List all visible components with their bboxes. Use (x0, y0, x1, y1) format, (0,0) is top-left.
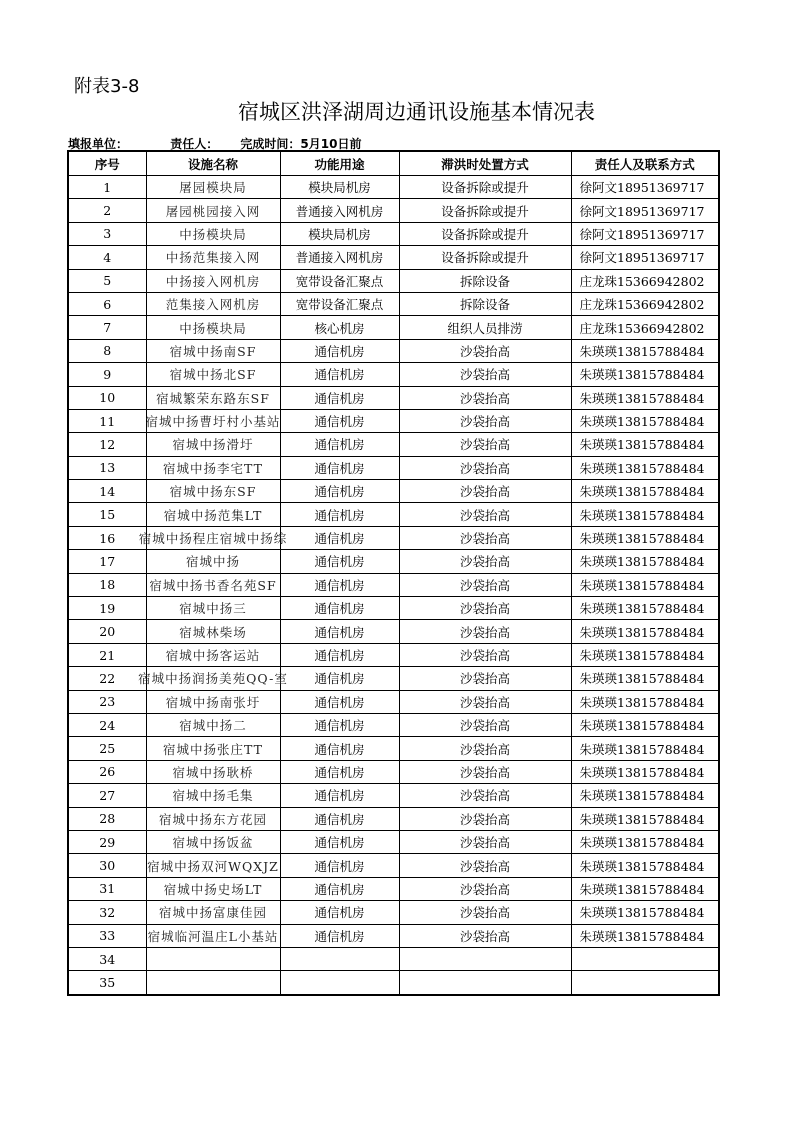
table-header-row (68, 151, 719, 176)
col-function-cell: 通信机房 (280, 363, 399, 386)
col-function-cell (280, 971, 399, 995)
facility-name: 宿城繁荣东路东SF (156, 390, 270, 406)
col-function-cell: 模块局机房 (280, 222, 399, 245)
page-title: 宿城区洪泽湖周边通讯设施基本情况表 (238, 100, 595, 124)
col-contact-cell: 朱瑛瑛13815788484 (571, 339, 719, 362)
table-row (68, 503, 719, 526)
table-row (68, 222, 719, 245)
facility-name: 宿城中扬三 (179, 601, 247, 617)
col-index-cell: 35 (68, 971, 146, 995)
col-index-cell: 31 (68, 877, 146, 900)
col-function-header: 功能用途 (280, 151, 399, 176)
col-flood-action-cell: 沙袋抬高 (399, 456, 571, 479)
table-row (68, 901, 719, 924)
col-facility-name-cell (146, 363, 280, 386)
col-index-cell: 9 (68, 363, 146, 386)
col-contact-cell: 朱瑛瑛13815788484 (571, 924, 719, 947)
facility-name: 宿城中扬程庄宿城中扬综 (138, 531, 288, 547)
col-index-cell: 21 (68, 643, 146, 666)
col-facility-name-cell (146, 877, 280, 900)
col-facility-name-cell (146, 222, 280, 245)
col-index-cell: 3 (68, 222, 146, 245)
appendix-label: 附表3-8 (74, 76, 140, 97)
col-index-cell: 14 (68, 480, 146, 503)
col-contact-cell: 庄龙珠15366942802 (571, 269, 719, 292)
table-row (68, 971, 719, 995)
col-facility-name-cell (146, 620, 280, 643)
col-facility-name-cell (146, 901, 280, 924)
col-index-cell: 23 (68, 690, 146, 713)
col-function-cell (280, 947, 399, 970)
col-contact-cell: 朱瑛瑛13815788484 (571, 737, 719, 760)
col-facility-name-cell (146, 480, 280, 503)
col-function-cell: 通信机房 (280, 784, 399, 807)
table-row (68, 456, 719, 479)
col-flood-action-cell: 设备拆除或提升 (399, 222, 571, 245)
col-facility-name-cell (138, 526, 288, 549)
col-flood-action-cell: 沙袋抬高 (399, 737, 571, 760)
col-contact-cell: 朱瑛瑛13815788484 (571, 901, 719, 924)
col-flood-action-cell: 沙袋抬高 (399, 901, 571, 924)
col-function-cell: 通信机房 (280, 924, 399, 947)
col-function-cell: 通信机房 (280, 807, 399, 830)
col-index-cell: 20 (68, 620, 146, 643)
col-index-cell: 16 (68, 526, 146, 549)
facility-name: 宿城中扬 (185, 554, 241, 570)
facility-name: 宿城中扬双河WQXJZ (147, 858, 279, 874)
table-row (68, 316, 719, 339)
col-function-cell: 通信机房 (280, 667, 399, 690)
col-function-cell: 通信机房 (280, 409, 399, 432)
col-facility-name-cell (146, 830, 280, 853)
col-contact-cell: 徐阿文18951369717 (571, 222, 719, 245)
col-facility-name-cell (146, 433, 280, 456)
col-index-cell: 19 (68, 597, 146, 620)
col-function-cell: 通信机房 (280, 760, 399, 783)
facility-name: 中扬范集接入网 (165, 250, 261, 266)
table-row (68, 760, 719, 783)
col-index-cell: 2 (68, 199, 146, 222)
col-facility-name-cell (146, 409, 280, 432)
col-index-cell: 12 (68, 433, 146, 456)
col-flood-action-cell: 沙袋抬高 (399, 830, 571, 853)
table-row (68, 597, 719, 620)
col-facility-name-cell (146, 643, 280, 666)
col-contact-header: 责任人及联系方式 (571, 151, 719, 176)
col-contact-cell: 朱瑛瑛13815788484 (571, 760, 719, 783)
col-function-cell: 通信机房 (280, 713, 399, 736)
col-index-header: 序号 (68, 151, 146, 176)
col-flood-action-cell: 沙袋抬高 (399, 573, 571, 596)
col-flood-action-cell: 设备拆除或提升 (399, 176, 571, 199)
facility-name: 宿城中扬富康佳园 (158, 905, 268, 921)
col-function-cell: 通信机房 (280, 456, 399, 479)
facility-name: 中扬模块局 (179, 320, 247, 336)
table-row (68, 176, 719, 199)
table-row (68, 737, 719, 760)
col-facility-name-cell (146, 246, 280, 269)
table-row (68, 784, 719, 807)
col-flood-action-cell: 沙袋抬高 (399, 363, 571, 386)
col-facility-name-cell (146, 386, 280, 409)
col-facility-name-cell (146, 550, 280, 573)
col-function-cell: 通信机房 (280, 339, 399, 362)
col-contact-cell: 庄龙珠15366942802 (571, 292, 719, 315)
col-contact-cell: 徐阿文18951369717 (571, 246, 719, 269)
col-contact-cell: 朱瑛瑛13815788484 (571, 643, 719, 666)
col-contact-cell: 朱瑛瑛13815788484 (571, 854, 719, 877)
col-function-cell: 通信机房 (280, 597, 399, 620)
col-index-cell: 22 (68, 667, 146, 690)
facility-name: 宿城中扬南SF (169, 343, 257, 359)
facility-name: 中扬接入网机房 (165, 273, 261, 289)
col-index-cell: 17 (68, 550, 146, 573)
col-contact-cell: 徐阿文18951369717 (571, 199, 719, 222)
table-row (68, 830, 719, 853)
col-contact-cell: 朱瑛瑛13815788484 (571, 456, 719, 479)
facility-name: 宿城中扬范集LT (163, 507, 263, 523)
facility-name: 宿城中扬饭盆 (172, 835, 254, 851)
col-function-cell: 通信机房 (280, 830, 399, 853)
reporting-unit-label: 填报单位： (68, 137, 129, 151)
table-row (68, 269, 719, 292)
col-function-cell: 核心机房 (280, 316, 399, 339)
facility-name: 宿城临河温庄L小基站 (147, 928, 279, 944)
col-flood-action-cell: 沙袋抬高 (399, 526, 571, 549)
col-index-cell: 33 (68, 924, 146, 947)
col-flood-action-cell: 沙袋抬高 (399, 643, 571, 666)
col-index-cell: 7 (68, 316, 146, 339)
col-facility-name-cell (146, 503, 280, 526)
col-function-cell: 普通接入网机房 (280, 246, 399, 269)
facility-name: 宿城中扬南张圩 (165, 694, 261, 710)
deadline-label: 完成时间：5月10日前 (240, 137, 362, 151)
col-flood-action-cell: 拆除设备 (399, 269, 571, 292)
col-function-cell: 通信机房 (280, 737, 399, 760)
col-index-cell: 34 (68, 947, 146, 970)
facility-name: 宿城中扬东SF (169, 484, 257, 500)
col-flood-action-cell: 沙袋抬高 (399, 807, 571, 830)
col-contact-cell (571, 947, 719, 970)
col-facility-name-cell (146, 269, 280, 292)
col-facility-name-cell (146, 690, 280, 713)
col-function-cell: 模块局机房 (280, 176, 399, 199)
col-facility-name-cell (146, 947, 280, 970)
col-contact-cell: 朱瑛瑛13815788484 (571, 830, 719, 853)
table-row (68, 246, 719, 269)
col-index-cell: 30 (68, 854, 146, 877)
col-index-cell: 4 (68, 246, 146, 269)
table-row (68, 807, 719, 830)
col-function-cell: 宽带设备汇聚点 (280, 269, 399, 292)
col-flood-action-cell: 沙袋抬高 (399, 597, 571, 620)
col-facility-name-cell (146, 807, 280, 830)
facility-name: 屠园模块局 (179, 180, 247, 196)
table-row (68, 667, 719, 690)
col-contact-cell: 朱瑛瑛13815788484 (571, 713, 719, 736)
col-contact-cell: 朱瑛瑛13815788484 (571, 784, 719, 807)
col-facility-name-cell (146, 292, 280, 315)
col-function-cell: 通信机房 (280, 877, 399, 900)
col-facility-name-cell (146, 784, 280, 807)
table-row (68, 713, 719, 736)
facility-name: 宿城中扬曹圩村小基站 (145, 414, 281, 430)
facility-name: 宿城中扬耿桥 (172, 764, 254, 780)
facility-name: 宿城中扬客运站 (165, 648, 261, 663)
col-function-cell: 通信机房 (280, 526, 399, 549)
col-function-cell: 通信机房 (280, 573, 399, 596)
col-facility-name-cell (146, 573, 280, 596)
col-contact-cell: 朱瑛瑛13815788484 (571, 667, 719, 690)
facility-name: 宿城中扬二 (179, 718, 247, 734)
table-row (68, 386, 719, 409)
col-index-cell: 5 (68, 269, 146, 292)
col-function-cell: 通信机房 (280, 690, 399, 713)
col-flood-action-cell: 沙袋抬高 (399, 760, 571, 783)
col-index-cell: 6 (68, 292, 146, 315)
col-flood-action-cell: 组织人员排涝 (399, 316, 571, 339)
facility-name: 宿城中扬张庄TT (163, 741, 263, 757)
col-contact-cell: 朱瑛瑛13815788484 (571, 690, 719, 713)
col-function-cell: 通信机房 (280, 386, 399, 409)
col-flood-action-cell: 沙袋抬高 (399, 854, 571, 877)
col-index-cell: 28 (68, 807, 146, 830)
col-contact-cell: 朱瑛瑛13815788484 (571, 877, 719, 900)
col-contact-cell (571, 971, 719, 995)
col-facility-name-cell (146, 339, 280, 362)
col-facility-name-cell (146, 924, 280, 947)
col-function-cell: 宽带设备汇聚点 (280, 292, 399, 315)
table-row (68, 433, 719, 456)
col-contact-cell: 朱瑛瑛13815788484 (571, 550, 719, 573)
facility-name: 宿城中扬李宅TT (163, 460, 263, 476)
facility-name: 宿城中扬润扬美苑QQ-室 (138, 671, 288, 687)
col-facility-name-cell (146, 176, 280, 199)
table-row (68, 854, 719, 877)
facility-name: 宿城林柴场 (179, 624, 247, 640)
facility-name: 宿城中扬北SF (169, 367, 257, 383)
col-contact-cell: 朱瑛瑛13815788484 (571, 363, 719, 386)
col-contact-cell: 徐阿文18951369717 (571, 176, 719, 199)
col-contact-cell: 朱瑛瑛13815788484 (571, 386, 719, 409)
col-flood-action-cell: 沙袋抬高 (399, 620, 571, 643)
col-facility-name-cell (146, 971, 280, 995)
col-function-cell: 通信机房 (280, 854, 399, 877)
facility-name: 宿城中扬书香名苑SF (149, 577, 277, 593)
table-row (68, 643, 719, 666)
col-flood-action-header: 滞洪时处置方式 (399, 151, 571, 176)
col-index-cell: 15 (68, 503, 146, 526)
col-flood-action-cell: 沙袋抬高 (399, 480, 571, 503)
col-flood-action-cell: 沙袋抬高 (399, 550, 571, 573)
facility-name: 屠园桃园接入网 (165, 203, 261, 219)
col-flood-action-cell: 沙袋抬高 (399, 877, 571, 900)
col-contact-cell: 朱瑛瑛13815788484 (571, 480, 719, 503)
col-function-cell: 通信机房 (280, 433, 399, 456)
table-row (68, 690, 719, 713)
col-flood-action-cell: 沙袋抬高 (399, 386, 571, 409)
col-contact-cell: 朱瑛瑛13815788484 (571, 526, 719, 549)
facility-name: 宿城中扬毛集 (172, 788, 254, 804)
col-facility-name-header: 设施名称 (146, 151, 280, 176)
table-row (68, 339, 719, 362)
col-flood-action-cell: 拆除设备 (399, 292, 571, 315)
col-index-cell: 32 (68, 901, 146, 924)
table-row (68, 526, 719, 549)
col-contact-cell: 朱瑛瑛13815788484 (571, 503, 719, 526)
col-index-cell: 29 (68, 830, 146, 853)
table-row (68, 292, 719, 315)
col-index-cell: 18 (68, 573, 146, 596)
col-flood-action-cell (399, 971, 571, 995)
col-flood-action-cell: 沙袋抬高 (399, 924, 571, 947)
col-flood-action-cell: 设备拆除或提升 (399, 199, 571, 222)
facility-name: 宿城中扬史场LT (163, 881, 263, 897)
table-row (68, 550, 719, 573)
table-row (68, 947, 719, 970)
col-contact-cell: 朱瑛瑛13815788484 (571, 573, 719, 596)
col-contact-cell: 朱瑛瑛13815788484 (571, 409, 719, 432)
col-function-cell: 通信机房 (280, 550, 399, 573)
col-facility-name-cell (146, 456, 280, 479)
col-function-cell: 普通接入网机房 (280, 199, 399, 222)
col-function-cell: 通信机房 (280, 643, 399, 666)
col-index-cell: 10 (68, 386, 146, 409)
col-index-cell: 26 (68, 760, 146, 783)
col-facility-name-cell (146, 737, 280, 760)
table-row (68, 199, 719, 222)
col-contact-cell: 朱瑛瑛13815788484 (571, 807, 719, 830)
col-contact-cell: 朱瑛瑛13815788484 (571, 620, 719, 643)
col-contact-cell: 朱瑛瑛13815788484 (571, 433, 719, 456)
col-function-cell: 通信机房 (280, 901, 399, 924)
col-facility-name-cell (146, 597, 280, 620)
col-index-cell: 11 (68, 409, 146, 432)
col-flood-action-cell: 沙袋抬高 (399, 409, 571, 432)
col-flood-action-cell: 沙袋抬高 (399, 339, 571, 362)
table-row (68, 480, 719, 503)
col-flood-action-cell: 沙袋抬高 (399, 713, 571, 736)
table-row (68, 877, 719, 900)
col-flood-action-cell: 设备拆除或提升 (399, 246, 571, 269)
col-index-cell: 27 (68, 784, 146, 807)
col-index-cell: 8 (68, 339, 146, 362)
col-facility-name-cell (146, 316, 280, 339)
facility-name: 中扬模块局 (179, 226, 247, 242)
table-row (68, 620, 719, 643)
col-index-cell: 25 (68, 737, 146, 760)
col-facility-name-cell (146, 760, 280, 783)
col-facility-name-cell (138, 667, 288, 690)
col-function-cell: 通信机房 (280, 480, 399, 503)
table-row (68, 924, 719, 947)
table-row (68, 363, 719, 386)
facility-name: 宿城中扬东方花园 (158, 811, 268, 827)
col-flood-action-cell (399, 947, 571, 970)
col-facility-name-cell (146, 199, 280, 222)
col-index-cell: 24 (68, 713, 146, 736)
col-flood-action-cell: 沙袋抬高 (399, 667, 571, 690)
col-flood-action-cell: 沙袋抬高 (399, 503, 571, 526)
col-function-cell: 通信机房 (280, 503, 399, 526)
responsible-person-label: 责任人： (170, 137, 219, 151)
col-index-cell: 13 (68, 456, 146, 479)
col-index-cell: 1 (68, 176, 146, 199)
facilities-table (67, 150, 720, 996)
col-facility-name-cell (146, 713, 280, 736)
table-row (68, 573, 719, 596)
col-flood-action-cell: 沙袋抬高 (399, 690, 571, 713)
facility-name: 宿城中扬滑圩 (172, 437, 254, 453)
col-facility-name-cell (146, 854, 280, 877)
col-contact-cell: 朱瑛瑛13815788484 (571, 597, 719, 620)
col-contact-cell: 庄龙珠15366942802 (571, 316, 719, 339)
col-flood-action-cell: 沙袋抬高 (399, 784, 571, 807)
facility-name: 范集接入网机房 (165, 297, 261, 313)
col-flood-action-cell: 沙袋抬高 (399, 433, 571, 456)
table-row (68, 409, 719, 432)
col-function-cell: 通信机房 (280, 620, 399, 643)
